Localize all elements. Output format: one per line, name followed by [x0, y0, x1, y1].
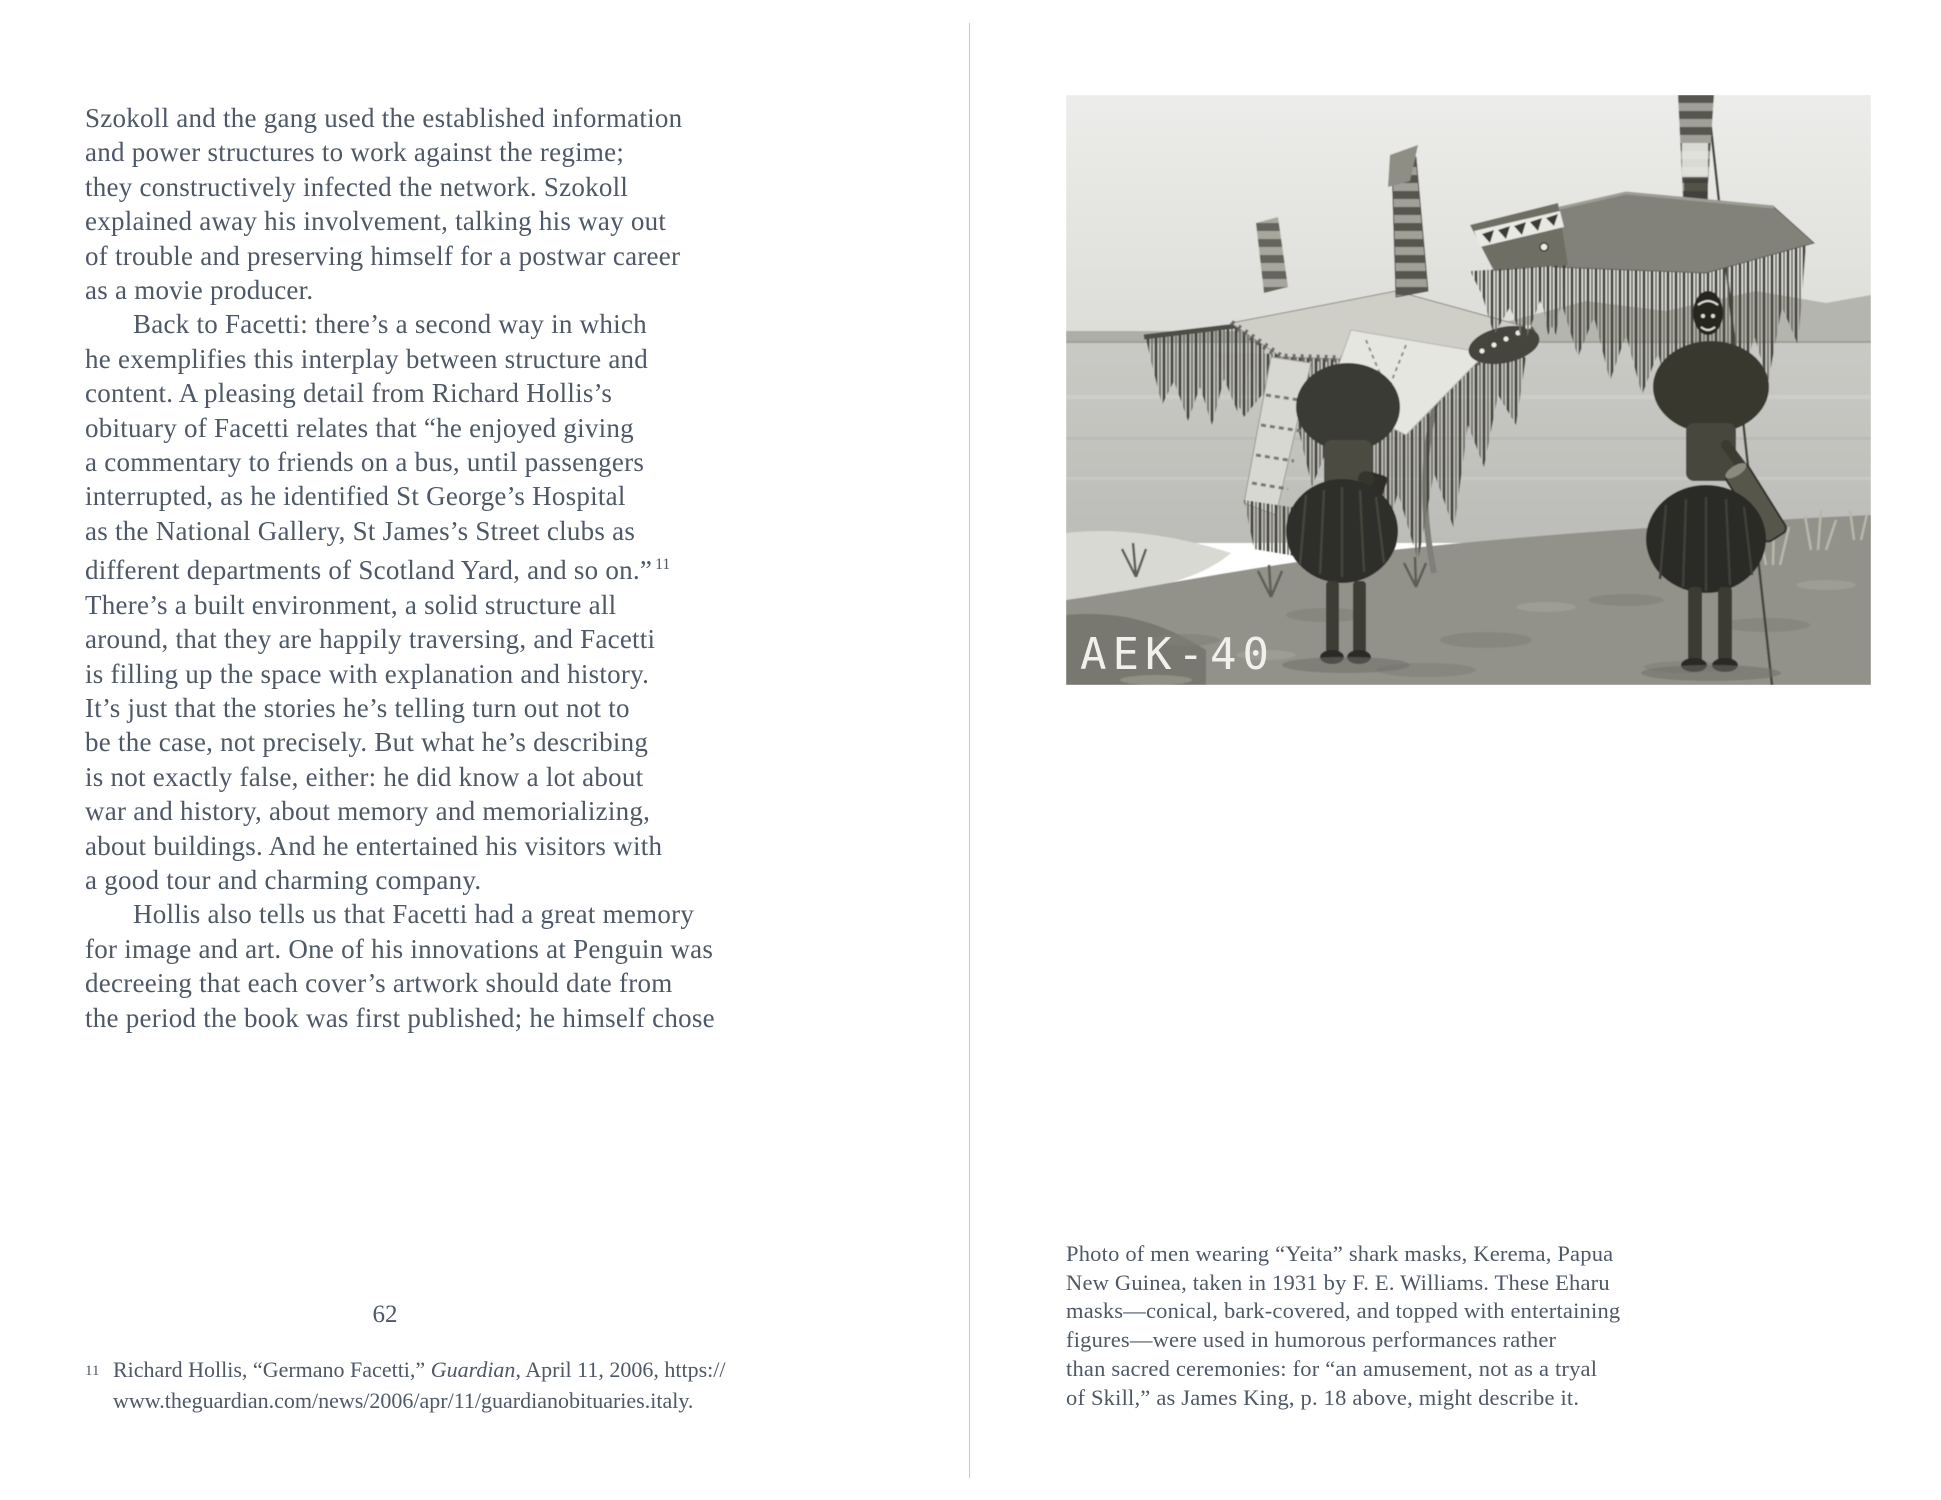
body-line: It’s just that the stories he’s telling turn out not to — [85, 692, 630, 723]
body-line: obituary of Facetti relates that “he enjoyed giving — [85, 412, 634, 443]
footnote-fragment: , April 11, 2006, https:// — [515, 1357, 726, 1382]
body-line: decreeing that each cover’s artwork should date from — [85, 968, 673, 999]
caption-line: New Guinea, taken in 1931 by F. E. Williams. These Eharu — [1066, 1269, 1610, 1295]
photo-caption — [1066, 1240, 1686, 1412]
body-line: for image and art. One of his innovations at Penguin was — [85, 933, 714, 964]
caption-line: Photo of men wearing “Yeita” shark masks, Kerema, Papua — [1066, 1241, 1614, 1266]
body-line: different departments of Scotland Yard, and so on.” $^{11}$ — [85, 555, 671, 586]
body-line: around, that they are happily traversing, and Facetti — [85, 624, 656, 655]
body-line: There’s a built environment, a solid structure all — [85, 589, 617, 620]
painted-face — [1693, 291, 1723, 335]
body-line: of trouble and preserving himself for a postwar career — [85, 240, 681, 271]
footnote-ref: 11 — [655, 556, 671, 574]
body-line: war and history, about memory and memorializing, — [85, 796, 651, 827]
body-line: is not exactly false, either: he did know a lot about — [85, 761, 644, 792]
body-line: interrupted, as he identified St George’s Hospital — [85, 481, 626, 512]
footnote-publication: Guardian — [430, 1357, 516, 1382]
body-line: and power structures to work against the regime; — [85, 137, 625, 168]
body-line: is filling up the space with explanation and history. — [85, 658, 650, 689]
body-line: be the case, not precisely. But what he’s describing — [85, 727, 649, 758]
caption-line: figures—were used in humorous performances rather — [1066, 1327, 1557, 1353]
body-line: he exemplifies this interplay between structure and — [85, 343, 649, 374]
caption-line: than sacred ceremonies: for “an amusement, not as a tryal — [1066, 1355, 1598, 1381]
footnote-text — [113, 1354, 725, 1416]
body-line: as a movie producer. — [85, 275, 314, 306]
body-line: a good tour and charming company. — [85, 864, 482, 895]
body-line: as the National Gallery, St James’s Street clubs as — [85, 515, 636, 546]
footnote-line — [113, 1354, 725, 1385]
photo-illustration — [1066, 95, 1871, 685]
photograph — [1066, 95, 1871, 685]
body-line: a commentary to friends on a bus, until passengers — [85, 447, 645, 478]
caption-line: of Skill,” as James King, p. 18 above, might describe it. — [1066, 1384, 1580, 1410]
footnote — [85, 1354, 725, 1416]
body-line: explained away his involvement, talking his way out — [85, 206, 667, 237]
footnote-marker: 11 — [85, 1363, 100, 1379]
caption-line: masks—conical, bark-covered, and topped with entertaining — [1066, 1298, 1621, 1324]
body-line: Back to Facetti: there’s a second way in which — [133, 309, 647, 340]
photo-negative-label: AEK-40 — [1080, 629, 1275, 680]
footnote-line: www.theguardian.com/news/2006/apr/11/guardianobituaries.italy. — [113, 1388, 694, 1413]
body-line: Hollis also tells us that Facetti had a great memory — [133, 899, 695, 930]
body-line: about buildings. And he entertained his visitors with — [85, 830, 663, 861]
body-line: the period the book was first published; he himself chose — [85, 1002, 715, 1033]
body-line: content. A pleasing detail from Richard Hollis’s — [85, 378, 613, 409]
body-line: they constructively infected the network. Szokoll — [85, 171, 629, 202]
footnote-fragment: Richard Hollis, “Germano Facetti,” — [113, 1357, 431, 1382]
body-line: Szokoll and the gang used the established information — [85, 103, 683, 133]
page-number: 62 — [372, 1301, 398, 1328]
page-gutter-divider — [969, 23, 970, 1478]
body-text — [85, 101, 725, 1035]
